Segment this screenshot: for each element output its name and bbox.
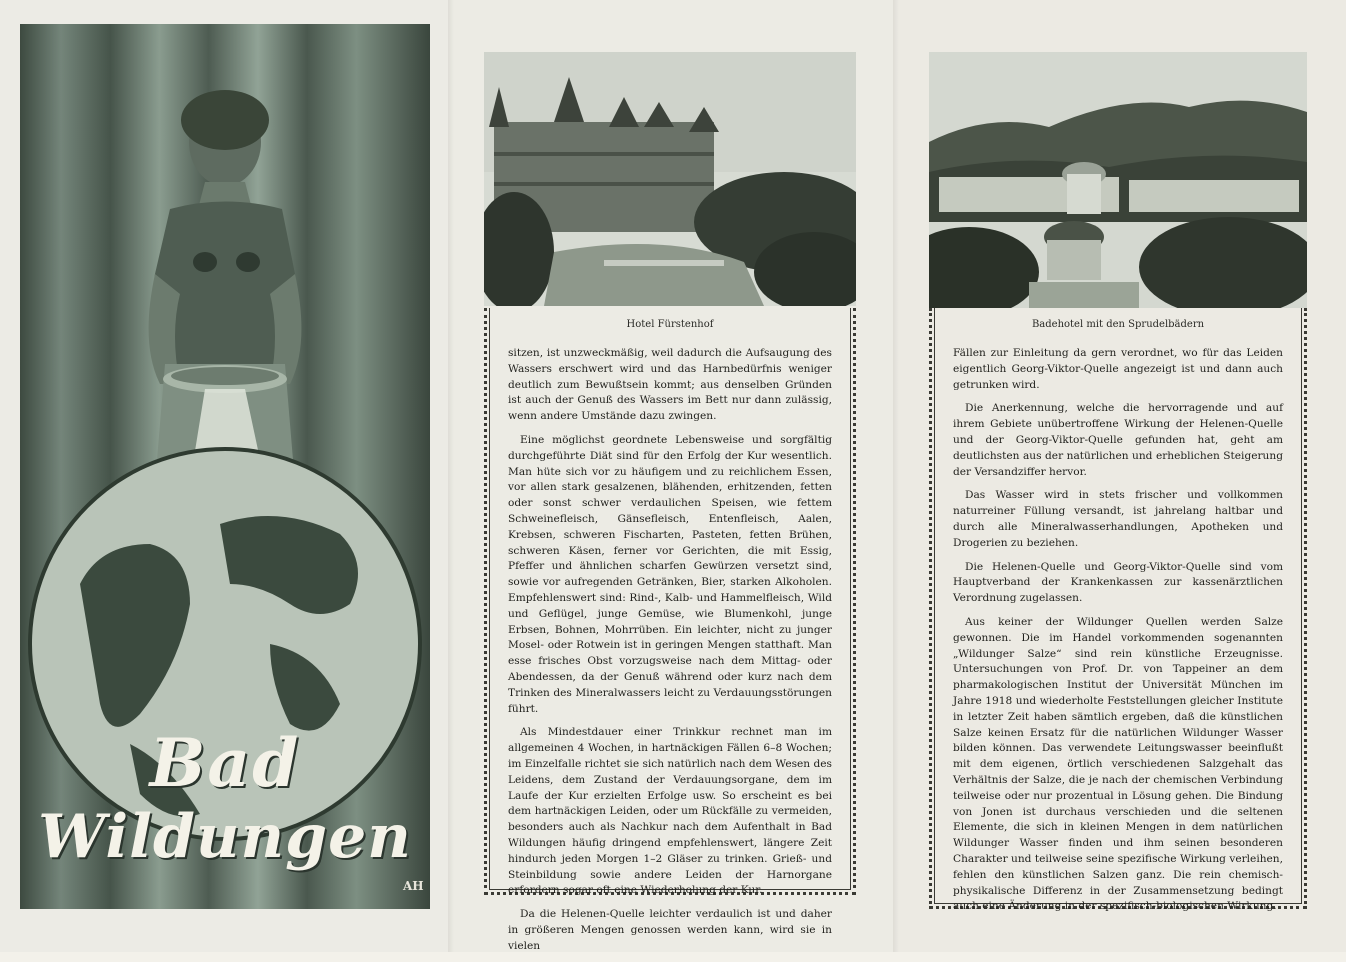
- middle-panel: [448, 0, 893, 952]
- badehotel-caption: Badehotel mit den Sprudelbädern: [1031, 319, 1205, 330]
- cover-illustration: [20, 24, 430, 909]
- hotel-fuerstenhof-photo: [484, 52, 856, 306]
- middle-text-column: [508, 346, 832, 962]
- right-paragraph: Fällen zur Einleitung da gern verordnet, wo für das Leiden eigentlich Georg-Viktor-Quelle angezeigt ist und dann auch getrunken wird.: [953, 347, 1283, 391]
- fold-shadow: [448, 0, 454, 952]
- badehotel-photo: [929, 52, 1307, 308]
- right-paragraph: Das Wasser wird in stets frischer und vollkommen naturreiner Füllung versandt, ist jahrelang haltbar und durch alle Mineralwasserhandlungen, Apotheken und Drogerien zu beziehen.: [953, 489, 1283, 549]
- cover-title-bad: Bad: [149, 724, 301, 802]
- hotel-caption: Hotel Fürstenhof: [626, 319, 714, 330]
- fold-shadow: [893, 0, 899, 952]
- hotel-photo-graphic: [484, 52, 856, 306]
- middle-paragraph: Als Mindestdauer einer Trinkkur rechnet man im allgemeinen 4 Wochen, in hartnäckigen Fällen 6–8 Wochen; im Einzelfalle richtet sie sich natürlich nach dem Wesen des Leidens, dem Zustand der Verdauungsorgane, dem im Laufe der Kur erzielten Erfolge usw. So erscheint es bei dem hartnäckigen Leiden, oder um Rückfälle zu vermeiden, besonders auch als Nachkur nach dem Aufenthalt in Bad Wildungen häufig dringend empfehlenswert, längere Zeit hindurch jeden Morgen 1–2 Gläser zu trinken. Grieß- und Steinbildung sowie andere Leiden der Harnorgane erfordern sogar oft eine Wiederholung der Kur.: [508, 726, 832, 897]
- middle-paragraph: sitzen, ist unzweckmäßig, weil dadurch die Aufsaugung des Wassers erschwert wird und das Harnbedürfnis weniger deutlich zum Bewußtsein kommt; aus denselben Gründen ist auch der Genuß des Wassers im Bett nur dann zulässig, wenn andere Umstände dazu zwingen.: [508, 347, 832, 423]
- right-paragraph: Die Helenen-Quelle und Georg-Viktor-Quelle sind vom Hauptverband der Krankenkassen zur kassenärztlichen Verordnung zugelassen.: [953, 560, 1283, 605]
- badehotel-photo-graphic: [929, 52, 1307, 308]
- cover-panel: [0, 0, 448, 952]
- artist-monogram: AH: [403, 879, 424, 893]
- middle-paragraph: Eine möglichst geordnete Lebensweise und sorgfältig durchgeführte Diät sind für den Erfolg der Kur wesentlich. Man hüte sich vor zu häufigem und zu reichlichem Essen, vor allen stark gesalzenen, blähenden, erhitzenden, fetten oder sonst schwer verdaulichen Speisen, wie fettem Schweinefleisch, Gänsefleisch, Entenfleisch, Aalen, Krebsen, schweren Fischarten, Pasteten, fetten Brühen, schweren Käsen, ferner vor Gerichten, die mit Essig, Pfeffer und ähnlichen scharfen Gewürzen versetzt sind, sowie vor aufregenden Getränken, Bier, starken Alkoholen. Empfehlenswert sind: Rind-, Kalb- und Hammelfleisch, Wild und Geflügel, junge Gemüse, wie Blumenkohl, junge Erbsen, Bohnen, Mohrrüben. Ein leichter, nicht zu junger Mosel- oder Rotwein ist in geringen Mengen statthaft. Man esse frisches Obst vorzugsweise nach dem Mittag- oder Abendessen, da der Genuß während oder kurz nach dem Trinken des Mineralwassers leicht zu Verdauungsstörungen führt.: [508, 433, 832, 715]
- right-paragraph: Die Anerkennung, welche die hervorragende und auf ihrem Gebiete unübertroffene Wirkung der Helenen-Quelle und der Georg-Viktor-Quelle gefunden hat, geht am deutlichsten aus der natürlichen und erheblichen Steigerung der Versandziffer hervor.: [953, 402, 1283, 478]
- right-text-column: [953, 346, 1283, 923]
- cover-title-wildungen: Wildungen: [38, 802, 412, 872]
- right-panel: [893, 0, 1346, 952]
- middle-paragraph: Da die Helenen-Quelle leichter verdaulich ist und daher in größeren Mengen genossen werden kann, wird sie in vielen: [508, 908, 832, 952]
- right-paragraph: Aus keiner der Wildunger Quellen werden Salze gewonnen. Die im Handel vorkommenden sogenannten „Wildunger Salze“ sind rein künstliche Erzeugnisse. Untersuchungen von Prof. Dr. von Tappeiner an dem pharmakologischen Institut der Universität München im Jahre 1918 und wiederholte Feststellungen gleicher Institute in letzter Zeit haben sämtlich ergeben, daß die künstlichen Salze keinen Ersatz für die natürlichen Wildunger Wasser bilden können. Das verwendete Leitungswasser beeinflußt mit dem eigenen, örtlich verschiedenen Salzgehalt das Verhältnis der Salze, die je nach der chemischen Verbindung teilweise oder nur prozentual in Lösung gehen. Die Bindung von Jonen ist durchaus verschieden und die seltenen Elemente, die sich in kleinen Mengen in dem natürlichen Wildunger Wasser finden und ihm seinen besonderen Charakter und teilweise seine spezifische Wirkung verleihen, fehlen den künstlichen Salzen ganz. Die rein chemisch-physikalische Differenz in der Zusammensetzung bedingt auch eine Änderung in der spezifisch-biologischen Wirkung.: [953, 615, 1283, 913]
